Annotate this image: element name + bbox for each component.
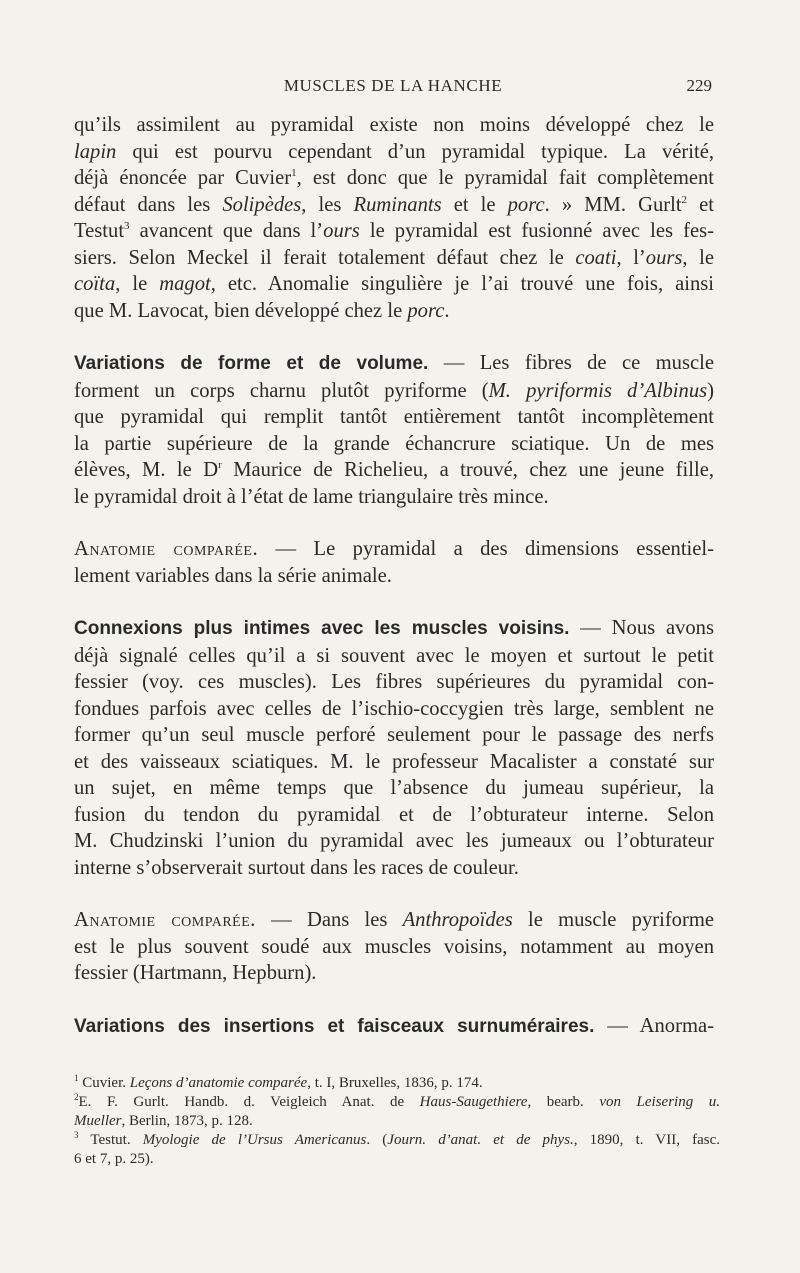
text-line: que M. Lavocat, bien développé chez le porc. [74,299,450,322]
footnote-ref: 2 [681,193,688,206]
footnote-continuation: Mueller, Berlin, 1873, p. 128. [74,1113,253,1129]
subsection-label: Anatomie comparée. [74,909,256,931]
paragraph [74,907,714,987]
footnote: $^3$ Testut. Myologie de l’Ursus Americanus. (Journ. d’anat. et de phys., 1890, t. VII, fasc. [74,1130,720,1148]
text-line: M. Chudzinski l’union du pyramidal avec les jumeaux ou l’obturateur [74,830,714,852]
text-line: fessier (Hartmann, Hepburn). [74,962,317,984]
paragraph [74,112,714,324]
section-heading: Variations des insertions et faisceaux surnuméraires. [74,1015,595,1037]
text-line: que pyramidal qui remplit tantôt entièrement tantôt incomplètement [74,406,714,428]
text-line: défaut dans les Solipèdes, les Ruminants et le porc. » MM. Gurlt$^2$ et [74,193,714,216]
footnote: $^2$E. F. Gurlt. Handb. d. Veigleich Anat. de Haus-Saugethiere, bearb. von Leisering u. [74,1092,721,1110]
paragraph [74,350,714,510]
text-line: est le plus souvent soudé aux muscles voisins, notamment au moyen [74,935,714,958]
running-title: MUSCLES DE LA HANCHE [283,76,503,95]
section-heading: Variations de forme et de volume. [74,353,429,374]
section-heading: Connexions plus intimes avec les muscles voisins. [74,618,570,639]
text-line: Variations de forme et de volume. — Les fibres de ce muscle [74,352,714,374]
text-line: la partie supérieure de la grande échancrure sciatique. Un de mes [74,432,714,455]
text-line: siers. Selon Meckel il ferait totalement défaut chez le coati, l’ours, le [74,246,714,269]
paragraph [74,536,714,589]
text-line: lapin qui est pourvu cependant d’un pyramidal typique. La vérité, [74,140,714,163]
text-line: Anatomie comparée. — Dans les Anthropoïdes le muscle pyriforme [74,909,714,931]
text-line: élèves, M. le $D^r$ Maurice de Richelieu, a trouvé, chez une jeune fille, [74,459,714,481]
text-line: fusion du tendon du pyramidal et de l’obturateur interne. Selon [74,803,714,826]
text-line: coïta, le magot, etc. Anomalie singulière je l’ai trouvé une fois, ainsi [74,273,715,295]
text-line: le pyramidal droit à l’état de lame triangulaire très mince. [74,485,549,508]
paragraph [74,1013,714,1041]
footnotes [74,1074,720,1169]
text-line: Connexions plus intimes avec les muscles voisins. — Nous avons [74,617,714,639]
text-line: qu’ils assimilent au pyramidal existe non moins développé chez le [74,114,714,136]
text-line: un sujet, en même temps que l’absence du jumeau supérieur, la [74,777,714,799]
paragraph [74,615,714,881]
text-line: lement variables dans la série animale. [74,564,392,587]
text-line: former qu’un seul muscle perforé seulement pour le passage des nerfs [74,724,714,746]
footnote-continuation: 6 et 7, p. 25). [74,1151,154,1167]
text-line: Anatomie comparée. — Le pyramidal a des dimensions essentiel- [74,538,714,560]
text-line: Variations des insertions et faisceaux surnuméraires. — Anorma- [74,1014,714,1037]
text-line: et des vaisseaux sciatiques. M. le professeur Macalister a constaté sur [74,750,714,773]
text-line: Testut$^3$ avancent que dans l’ours le pyramidal est fusionné avec les fes- [74,220,714,242]
footnote-ref: 3 [124,220,130,233]
footnote-ref: 1 [291,167,297,180]
running-header [74,76,712,100]
page-number: 229 [686,76,712,95]
text-line: déjà signalé celles qu’il a si souvent avec le moyen et surtout le petit [74,644,714,667]
text-line: forment un corps charnu plutôt pyriforme (M. pyriformis d’Albinus) [74,379,714,402]
text-line: déjà énoncée par Cuvier$^1$, est donc que le pyramidal fait complètement [74,167,715,189]
text-line: fessier (voy. ces muscles). Les fibres supérieures du pyramidal con- [74,671,714,693]
text-line: interne s’observerait surtout dans les races de couleur. [74,856,519,879]
footnote: $^1$ Cuvier. Leçons d’anatomie comparée, t. I, Bruxelles, 1836, p. 174. [74,1073,483,1091]
main-text [74,112,714,1040]
subsection-label: Anatomie comparée. [74,538,259,560]
text-line: fondues parfois avec celles de l’ischio-coccygien très large, semblent ne [74,697,714,720]
